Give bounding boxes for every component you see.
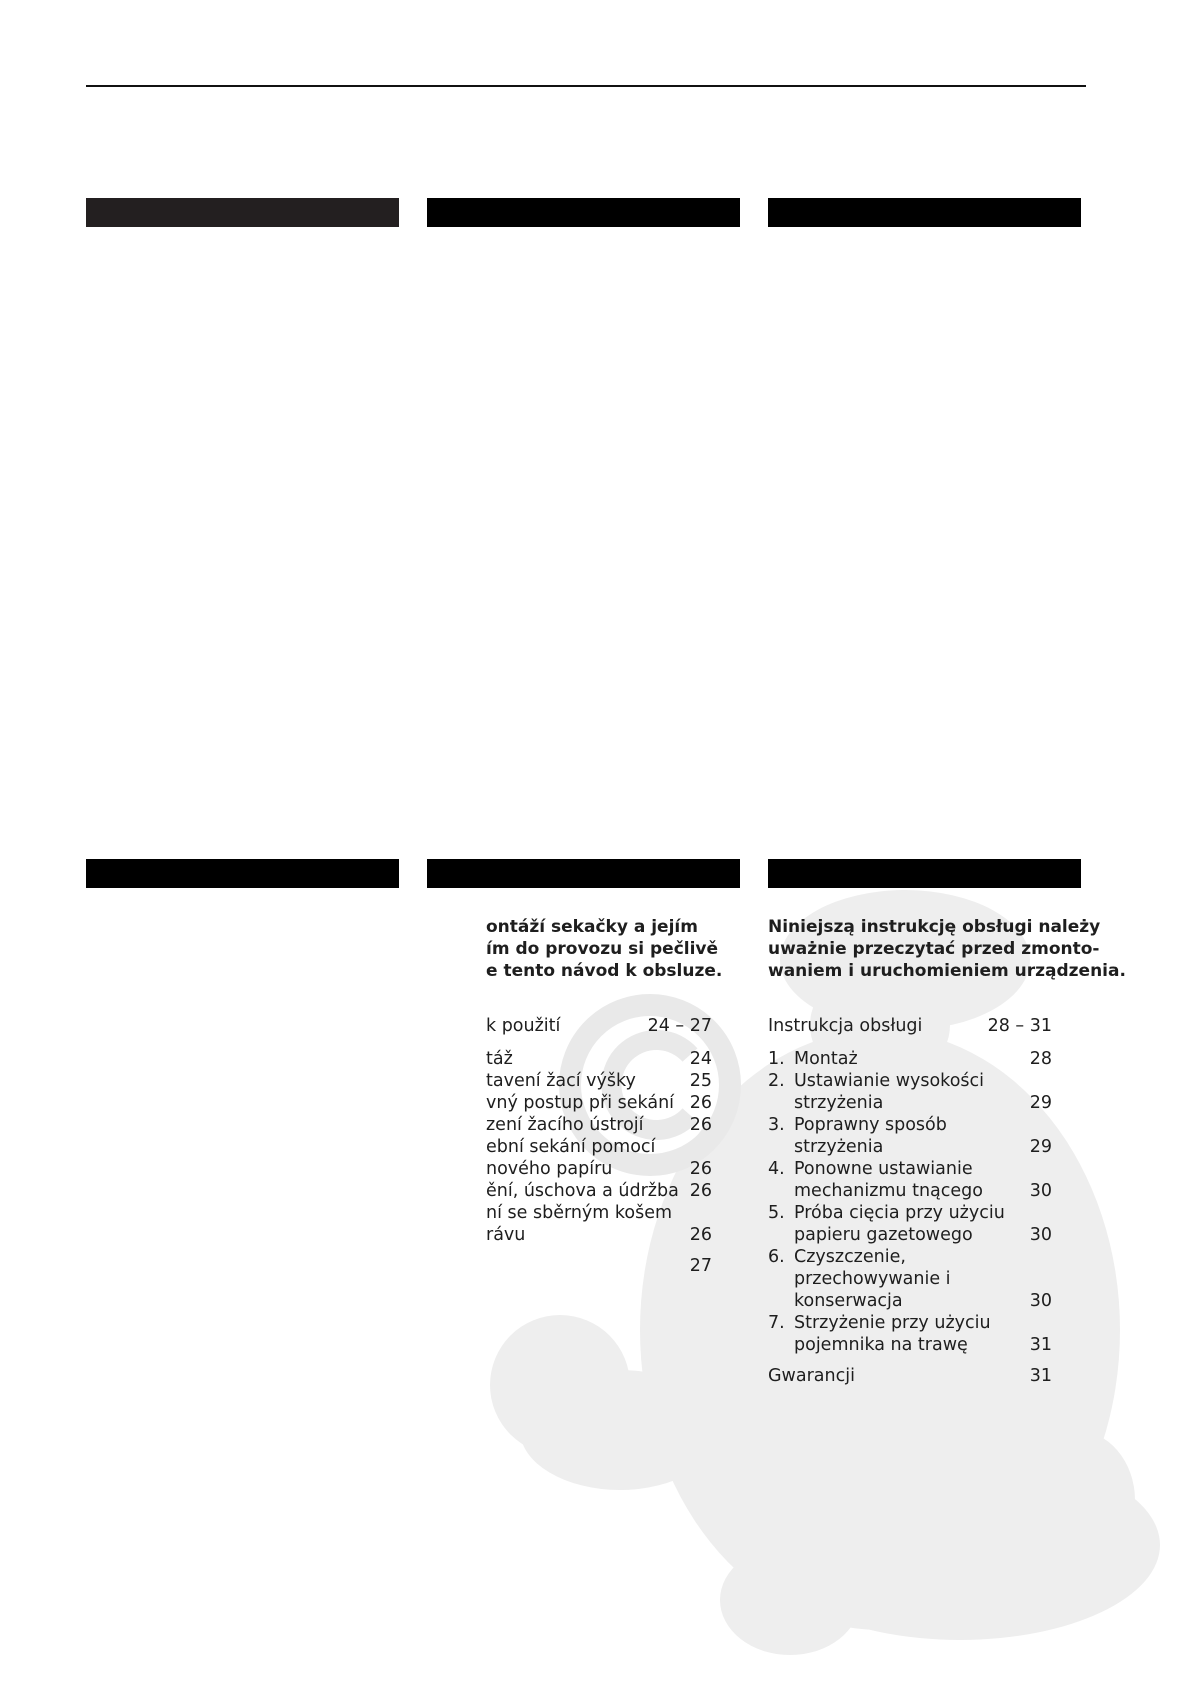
pl-toc-item-label: Próba cięcia przy użyciu: [794, 1203, 1005, 1223]
cz-toc-page: 26: [689, 1115, 712, 1135]
cz-toc-row: [486, 1158, 712, 1180]
cz-toc-row: [486, 1015, 712, 1037]
pl-toc-item-label: Montaż: [794, 1049, 858, 1069]
pl-toc-item: [768, 1312, 1052, 1334]
pl-toc-item-number: 5.: [768, 1203, 785, 1223]
pl-toc-item-cont: [768, 1180, 1052, 1202]
header-bar-1: [86, 198, 399, 227]
top-rule: [86, 85, 1086, 87]
pl-toc-item-label: przechowywanie i: [794, 1269, 951, 1289]
pl-toc-item-label: strzyżenia: [794, 1137, 884, 1157]
pl-toc-item-label: konserwacja: [794, 1291, 903, 1311]
cz-toc-label: tavení žací výšky: [486, 1071, 636, 1091]
pl-intro-line: waniem i uruchomieniem urządzenia.: [768, 961, 1126, 981]
pl-toc-item: [768, 1202, 1052, 1224]
cz-toc-row: [486, 1202, 712, 1224]
pl-toc-guarantee-label: Gwarancji: [768, 1366, 855, 1386]
cz-toc-row: [486, 1224, 712, 1246]
cz-intro: [486, 916, 726, 982]
pl-toc-item: [768, 1158, 1052, 1180]
pl-toc-item-number: 6.: [768, 1247, 785, 1267]
pl-toc-item-label: strzyżenia: [794, 1093, 884, 1113]
cz-toc-page: 24 – 27: [647, 1016, 712, 1036]
cz-toc-label: k použití: [486, 1016, 561, 1036]
cz-toc-page: 26: [689, 1093, 712, 1113]
cz-toc-row: [486, 1092, 712, 1114]
cz-toc-row: [486, 1048, 712, 1070]
cz-toc-row: [486, 1180, 712, 1202]
cz-toc-label: ění, úschova a údržba: [486, 1181, 679, 1201]
cz-toc-label: ební sekání pomocí: [486, 1137, 656, 1157]
pl-toc-item-page: 30: [1029, 1181, 1052, 1201]
header-bar-3: [768, 198, 1081, 227]
pl-toc-item-cont: [768, 1224, 1052, 1246]
cz-intro-line: ontáží sekačky a jejím: [486, 917, 698, 937]
pl-toc: [768, 1015, 1052, 1387]
pl-toc-item-number: 3.: [768, 1115, 785, 1135]
pl-toc-item-number: 4.: [768, 1159, 785, 1179]
cz-toc-label: vný postup při sekání: [486, 1093, 675, 1113]
header-bar-4: [86, 859, 399, 888]
cz-toc-row: [486, 1255, 712, 1277]
pl-toc-item-cont: [768, 1290, 1052, 1312]
cz-toc-page: 25: [689, 1071, 712, 1091]
cz-toc-label: ní se sběrným košem: [486, 1203, 673, 1223]
pl-toc-item-number: 7.: [768, 1313, 785, 1333]
pl-toc-item-page: 30: [1029, 1291, 1052, 1311]
cz-toc-row: [486, 1114, 712, 1136]
cz-toc-page: 26: [689, 1225, 712, 1245]
pl-toc-item-label: Strzyżenie przy użyciu: [794, 1313, 991, 1333]
cz-toc-page: 26: [689, 1159, 712, 1179]
pl-toc-item-page: 31: [1029, 1335, 1052, 1355]
cz-toc-page: 26: [689, 1181, 712, 1201]
cz-toc-label: táž: [486, 1049, 513, 1069]
pl-toc-item-number: 1.: [768, 1049, 785, 1069]
pl-toc-item-label: Ponowne ustawianie: [794, 1159, 973, 1179]
pl-toc-item: [768, 1114, 1052, 1136]
pl-toc-item-label: papieru gazetowego: [794, 1225, 973, 1245]
pl-toc-item-label: Poprawny sposób: [794, 1115, 947, 1135]
header-bar-6: [768, 859, 1081, 888]
pl-toc-item-cont: [768, 1136, 1052, 1158]
pl-intro-line: uważnie przeczytać przed zmonto-: [768, 939, 1100, 959]
cz-toc-label: zení žacího ústrojí: [486, 1115, 644, 1135]
pl-toc-item-label: pojemnika na trawę: [794, 1335, 968, 1355]
pl-toc-item-label: Ustawianie wysokości: [794, 1071, 985, 1091]
pl-toc-item-cont: [768, 1092, 1052, 1114]
cz-toc-page: 24: [689, 1049, 712, 1069]
pl-toc-item: [768, 1070, 1052, 1092]
pl-toc-item: [768, 1048, 1052, 1070]
cz-toc-label: rávu: [486, 1225, 526, 1245]
header-bar-5: [427, 859, 740, 888]
header-bar-2: [427, 198, 740, 227]
pl-toc-guarantee: [768, 1365, 1052, 1387]
pl-toc-item-page: 29: [1029, 1093, 1052, 1113]
pl-toc-guarantee-page: 31: [1029, 1366, 1052, 1386]
pl-toc-item-label: mechanizmu tnącego: [794, 1181, 983, 1201]
pl-intro: [768, 916, 1126, 982]
pl-toc-item-cont: [768, 1334, 1052, 1356]
pl-toc-item-page: 29: [1029, 1137, 1052, 1157]
cz-intro-line: e tento návod k obsluze.: [486, 961, 723, 981]
pl-toc-header-label: Instrukcja obsługi: [768, 1016, 923, 1036]
cz-toc-label: nového papíru: [486, 1159, 613, 1179]
pl-toc-item: [768, 1246, 1052, 1268]
pl-toc-header: [768, 1015, 1052, 1037]
pl-toc-header-page: 28 – 31: [987, 1016, 1052, 1036]
cz-toc-page: 27: [689, 1256, 712, 1276]
pl-toc-item-page: 30: [1029, 1225, 1052, 1245]
pl-toc-item-cont: [768, 1268, 1052, 1290]
pl-toc-item-page: 28: [1029, 1049, 1052, 1069]
cz-toc-row: [486, 1070, 712, 1092]
cz-toc-row: [486, 1136, 712, 1158]
cz-toc: [486, 1015, 712, 1277]
pl-intro-line: Niniejszą instrukcję obsługi należy: [768, 917, 1101, 937]
pl-toc-item-number: 2.: [768, 1071, 785, 1091]
pl-toc-item-label: Czyszczenie,: [794, 1247, 906, 1267]
cz-intro-line: ím do provozu si pečlivě: [486, 939, 719, 959]
